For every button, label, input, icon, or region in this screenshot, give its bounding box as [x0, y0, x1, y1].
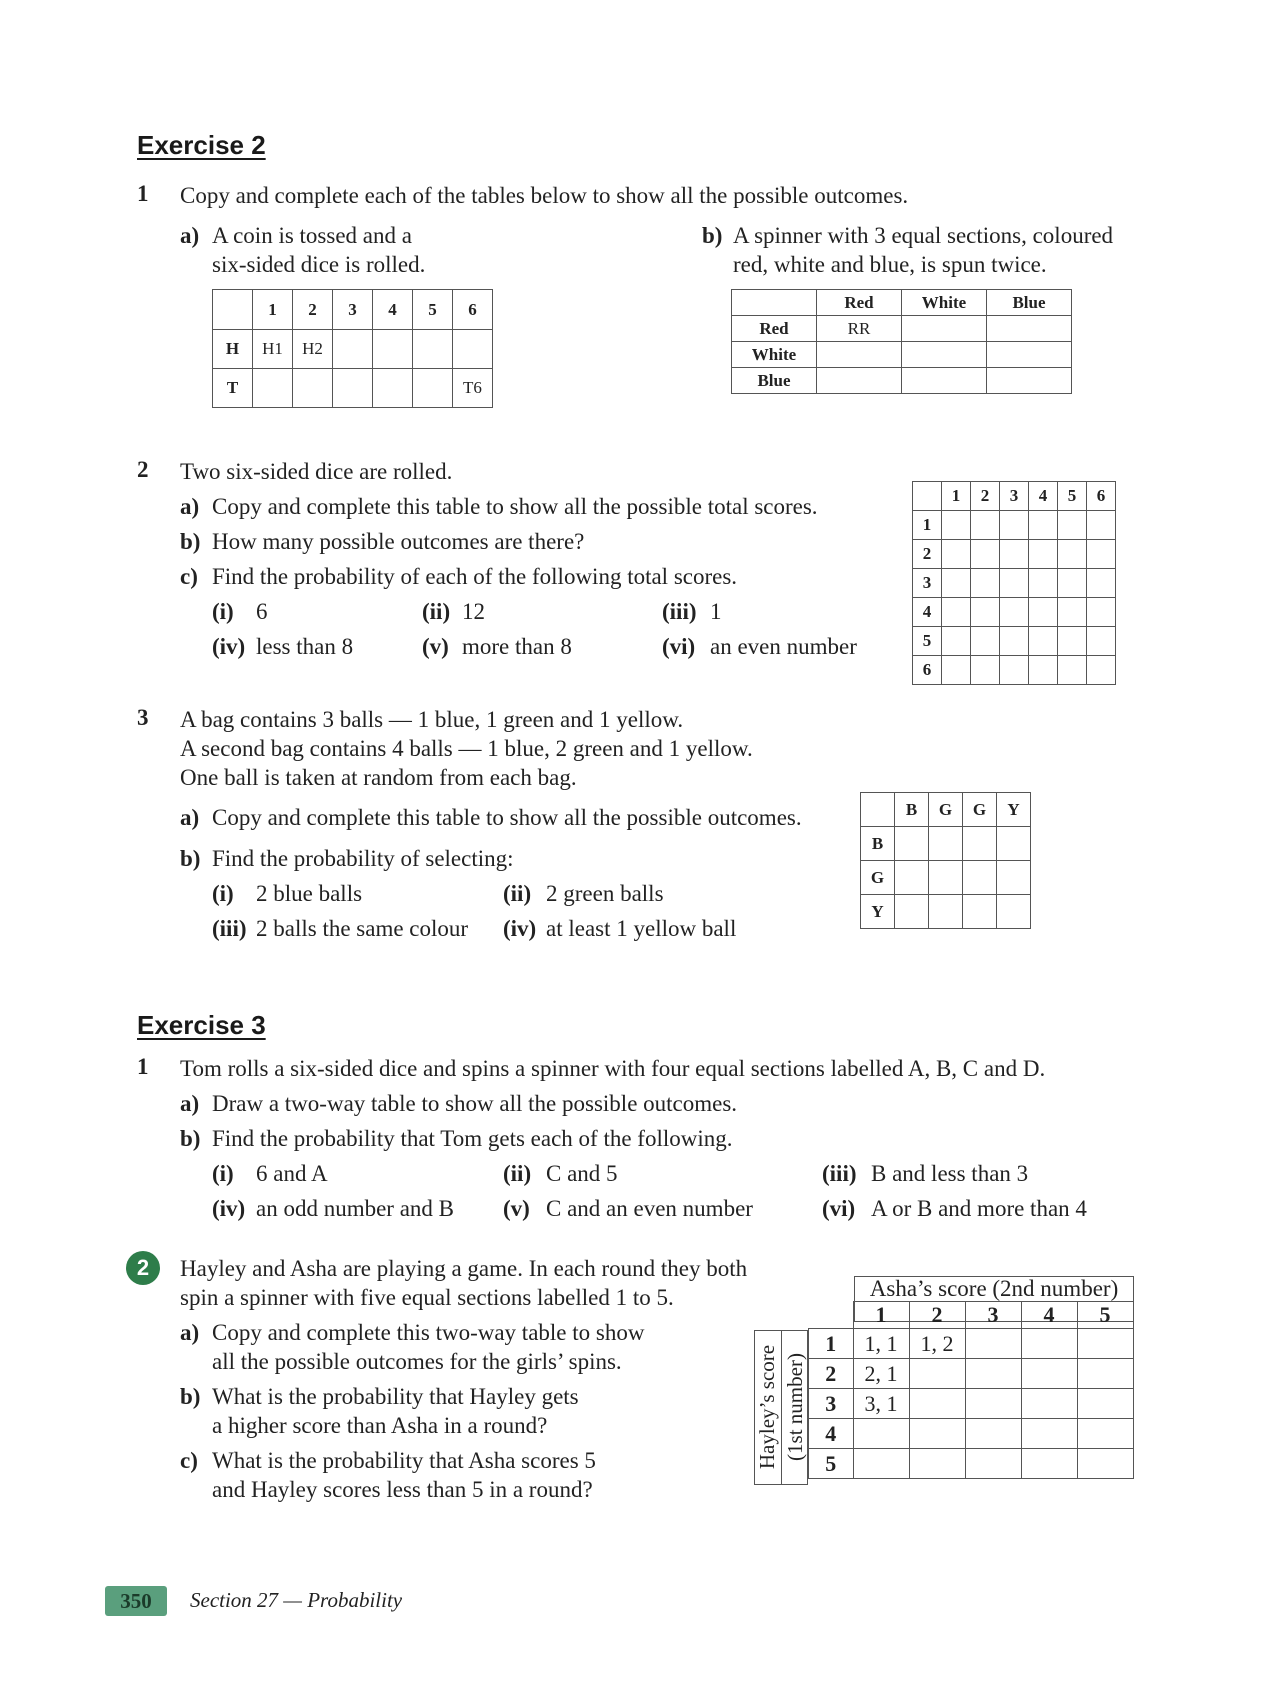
part-text: a higher score than Asha in a round? [212, 1413, 548, 1438]
col-header: 2 [971, 482, 1000, 511]
col-header: 2 [909, 1302, 965, 1329]
row-header: 2 [913, 540, 942, 569]
subpart-text: C and an even number [546, 1196, 753, 1221]
part-label: b) [702, 223, 723, 248]
row-header: T [213, 369, 253, 408]
part-text: all the possible outcomes for the girls’ spins. [212, 1349, 622, 1374]
part-label: c) [180, 1448, 198, 1473]
question-text: spin a spinner with five equal sections labelled 1 to 5. [180, 1285, 674, 1310]
table-cell: 1, 1 [853, 1329, 909, 1359]
table-corner [861, 793, 895, 827]
row-header: 6 [913, 656, 942, 685]
table-cell [413, 369, 453, 408]
col-header: Blue [987, 290, 1072, 316]
part-text: Find the probability of selecting: [212, 846, 514, 871]
subpart-label: (iv) [212, 634, 246, 659]
row-header: Red [732, 316, 817, 342]
table-cell [963, 827, 997, 861]
table-cell [987, 368, 1072, 394]
question-number: 1 [137, 1054, 149, 1079]
subpart-text: 1 [710, 599, 722, 624]
table-cell [1058, 511, 1087, 540]
table-cell [942, 598, 971, 627]
subpart-text: 12 [462, 599, 485, 624]
table-cell [965, 1329, 1021, 1359]
table-cell [929, 861, 963, 895]
table-cell [853, 1419, 909, 1449]
table-cell [965, 1389, 1021, 1419]
subpart-text: more than 8 [462, 634, 572, 659]
part-text: Find the probability of each of the following total scores. [212, 564, 738, 589]
table-cell [902, 368, 987, 394]
table-cell: H2 [293, 330, 333, 369]
row-header: 5 [809, 1449, 854, 1479]
table-cell [971, 569, 1000, 598]
part-label: c) [180, 564, 198, 589]
table-cell [909, 1389, 965, 1419]
row-header: 4 [913, 598, 942, 627]
table-cell [1077, 1389, 1133, 1419]
subpart-text: 2 balls the same colour [256, 916, 469, 941]
table-cell [942, 627, 971, 656]
table-cell [965, 1359, 1021, 1389]
table-cell [1000, 656, 1029, 685]
table-cell [1021, 1449, 1077, 1479]
col-header: 3 [1000, 482, 1029, 511]
part-text: Draw a two-way table to show all the possible outcomes. [212, 1091, 738, 1116]
table-cell [929, 895, 963, 929]
table-cell [1021, 1419, 1077, 1449]
exercise-2-title: Exercise 2 [137, 130, 266, 160]
question-text: A bag contains 3 balls — 1 blue, 1 green and 1 yellow. [180, 707, 684, 732]
row-header: 3 [809, 1389, 854, 1419]
col-header: 6 [453, 290, 493, 330]
part-text: Find the probability that Tom gets each of the following. [212, 1126, 733, 1151]
subpart-text: at least 1 yellow ball [546, 916, 737, 941]
page-number: 350 [105, 1586, 167, 1616]
table-cell [1058, 656, 1087, 685]
table-cell [333, 330, 373, 369]
subpart-label: (vi) [662, 634, 696, 659]
table-cell [293, 369, 333, 408]
row-header: B [861, 827, 895, 861]
part-label: a) [180, 494, 200, 519]
table-cell [1029, 569, 1058, 598]
row-header: 3 [913, 569, 942, 598]
col-header: Red [817, 290, 902, 316]
part-text: Copy and complete this two-way table to show [212, 1320, 645, 1345]
table-cell [817, 342, 902, 368]
table-cell [1077, 1329, 1133, 1359]
table-cell: H1 [253, 330, 293, 369]
col-header: Y [997, 793, 1031, 827]
table-cell [1000, 511, 1029, 540]
table-cell [373, 369, 413, 408]
subpart-label: (iv) [212, 1196, 246, 1221]
table-cell [909, 1359, 965, 1389]
subpart-label: (i) [212, 1161, 234, 1186]
table-cell [1087, 511, 1116, 540]
row-header: 2 [809, 1359, 854, 1389]
subpart-text: an odd number and B [256, 1196, 455, 1221]
table-cell: 3, 1 [853, 1389, 909, 1419]
subpart-label: (ii) [503, 1161, 532, 1186]
dice-totals-table [912, 481, 1116, 685]
row-header: 1 [809, 1329, 854, 1359]
col-header: 4 [373, 290, 413, 330]
row-header-title: Hayley’s score [755, 1344, 779, 1470]
col-header: 4 [1029, 482, 1058, 511]
table-cell: RR [817, 316, 902, 342]
part-text: six-sided dice is rolled. [212, 252, 426, 277]
table-cell [1000, 598, 1029, 627]
col-header: 5 [413, 290, 453, 330]
col-header: 6 [1087, 482, 1116, 511]
subpart-text: 6 and A [256, 1161, 328, 1186]
table-cell [902, 342, 987, 368]
col-header: 2 [293, 290, 333, 330]
table-cell [333, 369, 373, 408]
divider [781, 1330, 782, 1485]
subpart-label: (ii) [422, 599, 451, 624]
table-cell [909, 1419, 965, 1449]
subpart-text: 6 [256, 599, 268, 624]
row-header-subtitle: (1st number) [783, 1353, 807, 1461]
part-label: a) [180, 1320, 200, 1345]
col-header: 4 [1021, 1302, 1077, 1329]
table-corner [913, 482, 942, 511]
question-text: Hayley and Asha are playing a game. In each round they both [180, 1256, 748, 1281]
table-cell [963, 895, 997, 929]
table-cell [1058, 627, 1087, 656]
table-cell [997, 827, 1031, 861]
table-cell [1029, 627, 1058, 656]
col-header: 5 [1077, 1302, 1133, 1329]
col-header: B [895, 793, 929, 827]
table-cell [971, 598, 1000, 627]
section-title: Section 27 — Probability [190, 1588, 403, 1612]
row-header: G [861, 861, 895, 895]
table-cell [1029, 656, 1058, 685]
table-cell [942, 511, 971, 540]
table-cell [453, 330, 493, 369]
col-header: G [929, 793, 963, 827]
question-text: Tom rolls a six-sided dice and spins a spinner with four equal sections labelled A, B, C and D. [180, 1056, 1046, 1081]
table-cell [997, 861, 1031, 895]
row-header: Blue [732, 368, 817, 394]
row-header: 1 [913, 511, 942, 540]
table-corner [213, 290, 253, 330]
table-cell [942, 540, 971, 569]
col-header: 1 [253, 290, 293, 330]
question-text: Two six-sided dice are rolled. [180, 459, 453, 484]
subpart-label: (iii) [212, 916, 247, 941]
table-cell [1087, 540, 1116, 569]
table-cell [997, 895, 1031, 929]
part-text: and Hayley scores less than 5 in a round? [212, 1477, 593, 1502]
table-cell [895, 895, 929, 929]
table-cell [1077, 1359, 1133, 1389]
part-text: red, white and blue, is spun twice. [733, 252, 1047, 277]
table-cell [895, 827, 929, 861]
table-cell [413, 330, 453, 369]
part-label: a) [180, 805, 200, 830]
subpart-label: (i) [212, 599, 234, 624]
question-text: A second bag contains 4 balls — 1 blue, 2 green and 1 yellow. [180, 736, 753, 761]
table-cell [971, 511, 1000, 540]
subpart-text: 2 green balls [546, 881, 664, 906]
subpart-label: (ii) [503, 881, 532, 906]
table-cell [253, 369, 293, 408]
question-number: 1 [137, 181, 149, 206]
table-cell [1000, 540, 1029, 569]
part-text: How many possible outcomes are there? [212, 529, 585, 554]
part-text: What is the probability that Asha scores 5 [212, 1448, 596, 1473]
spinner-table [731, 289, 1072, 394]
table-cell [965, 1449, 1021, 1479]
table-cell [1021, 1329, 1077, 1359]
subpart-text: C and 5 [546, 1161, 618, 1186]
col-header: 1 [942, 482, 971, 511]
subpart-text: less than 8 [256, 634, 354, 659]
part-label: b) [180, 1126, 201, 1151]
challenge-question-badge: 2 [126, 1251, 160, 1285]
table-cell [1029, 598, 1058, 627]
row-header: Y [861, 895, 895, 929]
col-header: 5 [1058, 482, 1087, 511]
exercise-3-title: Exercise 3 [137, 1010, 266, 1040]
table-cell [1021, 1359, 1077, 1389]
table-cell [1087, 627, 1116, 656]
table-cell [853, 1449, 909, 1479]
subpart-text: A or B and more than 4 [871, 1196, 1087, 1221]
table-cell [1029, 540, 1058, 569]
question-text: Copy and complete each of the tables below to show all the possible outcomes. [180, 183, 909, 208]
subpart-label: (v) [503, 1196, 530, 1221]
part-label: b) [180, 846, 201, 871]
hayley-asha-grid [808, 1301, 1134, 1479]
table-cell [817, 368, 902, 394]
table-cell [1058, 540, 1087, 569]
part-label: b) [180, 1384, 201, 1409]
col-header: White [902, 290, 987, 316]
table-cell [942, 569, 971, 598]
coin-dice-table [212, 289, 493, 408]
table-cell [1000, 569, 1029, 598]
table-cell: 2, 1 [853, 1359, 909, 1389]
part-text: A spinner with 3 equal sections, coloured [733, 223, 1114, 248]
question-number: 2 [137, 457, 149, 482]
table-cell [971, 656, 1000, 685]
hayley-asha-table [754, 1276, 1135, 1485]
table-cell [373, 330, 413, 369]
table-cell [1087, 598, 1116, 627]
table-cell [1077, 1449, 1133, 1479]
part-text: What is the probability that Hayley gets [212, 1384, 579, 1409]
table-cell [942, 656, 971, 685]
col-header-title: Asha’s score (2nd number) [869, 1276, 1119, 1301]
table-cell [1077, 1419, 1133, 1449]
part-label: a) [180, 1091, 200, 1116]
table-cell [963, 861, 997, 895]
table-cell [895, 861, 929, 895]
col-header: 3 [965, 1302, 1021, 1329]
part-label: a) [180, 223, 200, 248]
table-cell [1029, 511, 1058, 540]
table-cell [971, 627, 1000, 656]
row-header: White [732, 342, 817, 368]
table-corner [809, 1302, 854, 1329]
col-header: 3 [333, 290, 373, 330]
table-cell [1087, 656, 1116, 685]
table-cell [929, 827, 963, 861]
subpart-label: (i) [212, 881, 234, 906]
table-cell [902, 316, 987, 342]
subpart-text: B and less than 3 [871, 1161, 1029, 1186]
row-header: 4 [809, 1419, 854, 1449]
subpart-text: 2 blue balls [256, 881, 363, 906]
part-text: A coin is tossed and a [212, 223, 412, 248]
subpart-label: (vi) [822, 1196, 856, 1221]
question-text: One ball is taken at random from each bag. [180, 765, 577, 790]
table-cell [1087, 569, 1116, 598]
table-cell [965, 1419, 1021, 1449]
row-header: H [213, 330, 253, 369]
col-header: G [963, 793, 997, 827]
subpart-label: (iii) [662, 599, 697, 624]
table-cell [909, 1449, 965, 1479]
table-cell [987, 316, 1072, 342]
table-cell [1058, 569, 1087, 598]
subpart-label: (v) [422, 634, 449, 659]
col-header: 1 [853, 1302, 909, 1329]
table-cell: 1, 2 [909, 1329, 965, 1359]
table-cell: T6 [453, 369, 493, 408]
subpart-label: (iii) [822, 1161, 857, 1186]
subpart-text: an even number [710, 634, 857, 659]
row-header: 5 [913, 627, 942, 656]
part-text: Copy and complete this table to show all the possible total scores. [212, 494, 818, 519]
table-cell [971, 540, 1000, 569]
subpart-label: (iv) [503, 916, 537, 941]
table-cell [987, 342, 1072, 368]
table-cell [1000, 627, 1029, 656]
question-number: 3 [137, 705, 149, 730]
table-corner [732, 290, 817, 316]
bag-table [860, 792, 1031, 929]
table-cell [1058, 598, 1087, 627]
table-cell [1021, 1389, 1077, 1419]
part-text: Copy and complete this table to show all the possible outcomes. [212, 805, 802, 830]
part-label: b) [180, 529, 201, 554]
